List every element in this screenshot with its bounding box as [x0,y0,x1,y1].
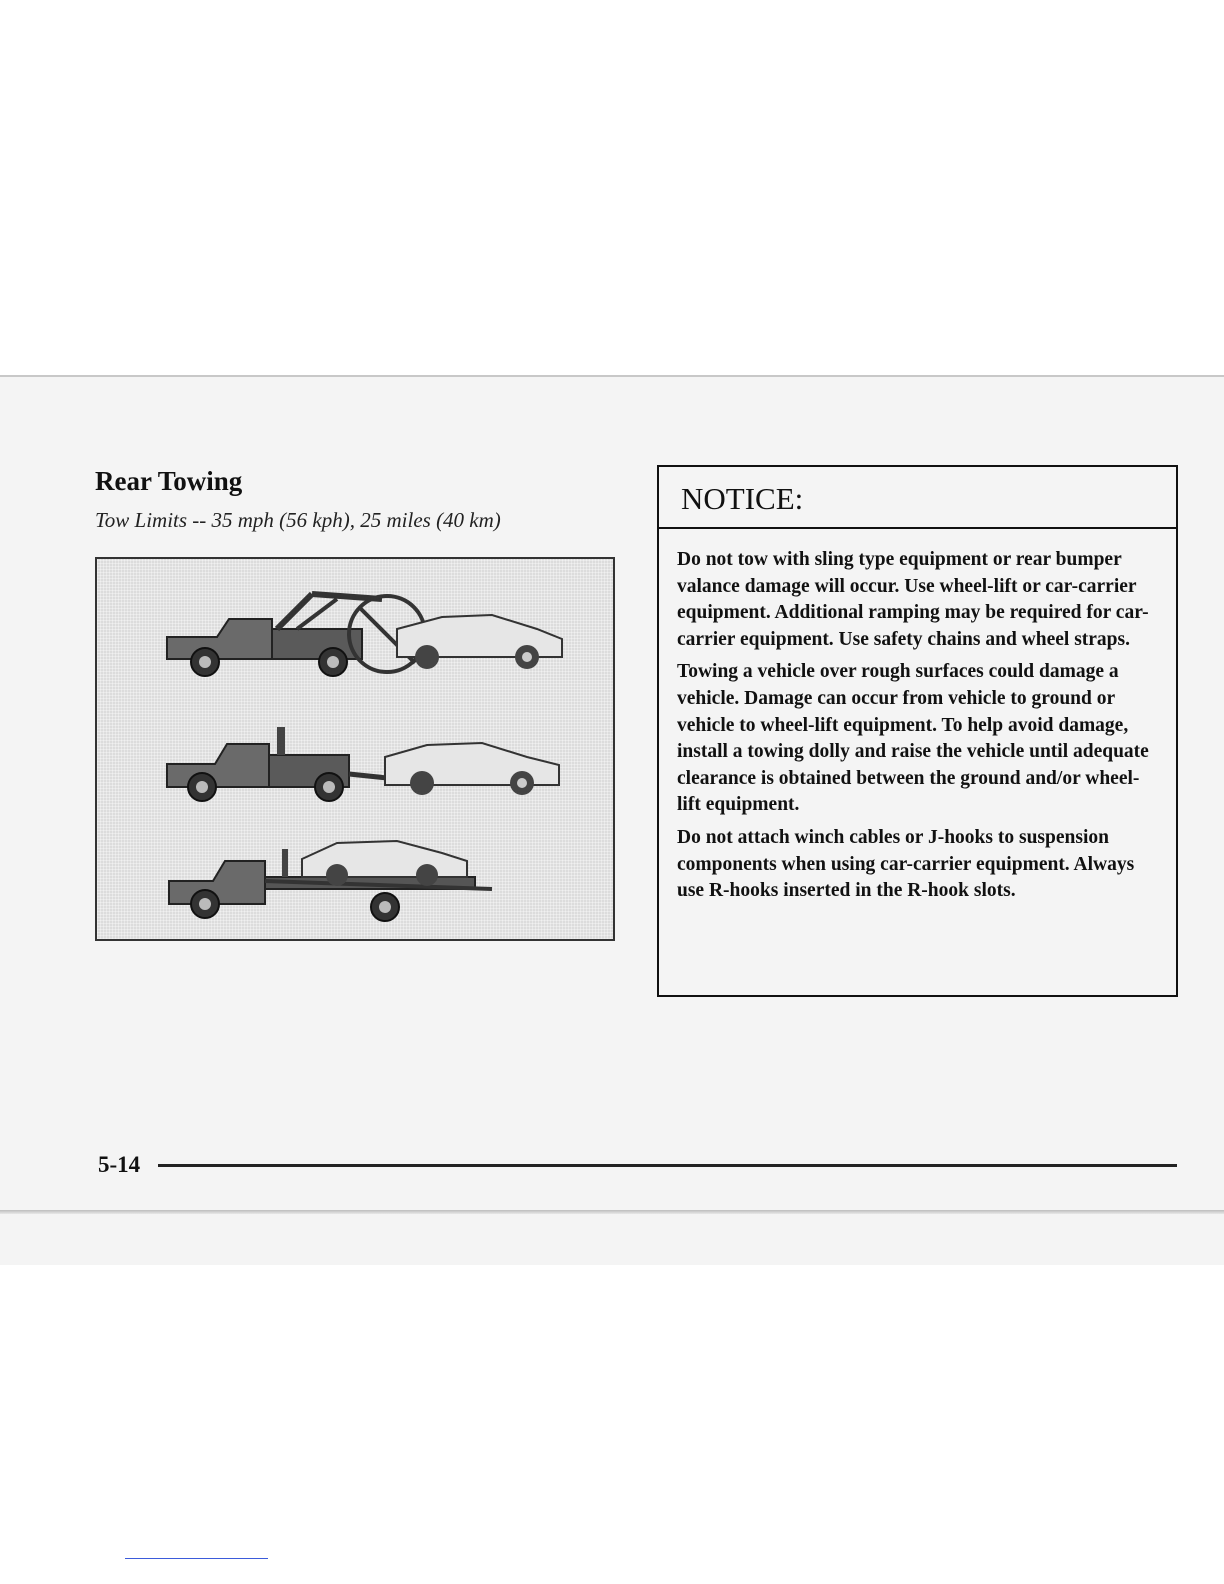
car-carrier-truck [169,841,492,921]
notice-body [659,529,1176,905]
notice-paragraph: Towing a vehicle over rough surfaces could damage a vehicle. Damage can occur from vehicle to ground or vehicle to wheel-lift equipment. To help avoid damage, install a towing dolly and raise the vehicle until adequate clearance is obtained between the ground and/or wheel-lift equipment. [677,661,1149,816]
link-underline [125,1558,268,1559]
sling-tow-truck [167,594,562,676]
section-title: Rear Towing [95,466,243,496]
notice-paragraph: Do not attach winch cables or J-hooks to suspension components when using car-carrier equipment. Always use R-hooks inserted in the R-hook slots. [677,826,1135,902]
footer-rule [158,1164,1177,1167]
notice-heading: NOTICE: [659,467,1176,529]
page-edge-shadow [0,1210,1224,1214]
tow-truck-illustration-icon [97,559,613,939]
notice-box [657,465,1178,997]
notice-paragraph: Do not tow with sling type equipment or rear bumper valance damage will occur. Use wheel-lift or car-carrier equipment. Additional ramping may be required for car-carrier equipment. Use safety chains and wheel straps. [677,549,1149,650]
page-number: 5-14 [98,1152,141,1177]
tow-limits-subtitle: Tow Limits -- 35 mph (56 kph), 25 miles (40 km) [95,508,501,532]
wheel-lift-tow-truck [167,727,559,801]
towing-illustration [95,557,615,941]
